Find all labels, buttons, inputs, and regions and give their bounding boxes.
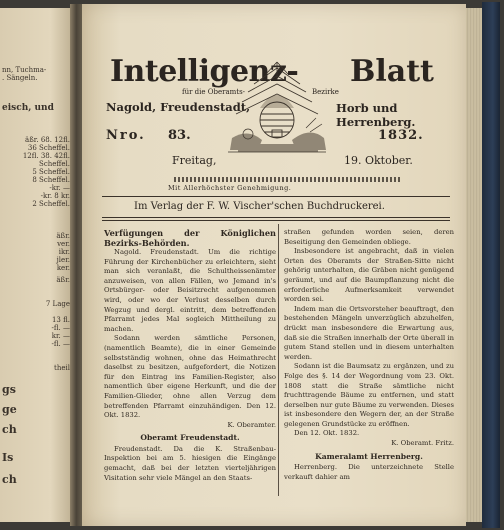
page-edge-stack <box>466 8 482 522</box>
paragraph: Den 12. Okt. 1832. <box>294 429 360 438</box>
facing-page-line: theil <box>54 364 70 372</box>
facing-page-line: . Sängeln. <box>2 74 38 82</box>
facing-page-line: -fl. — <box>51 340 70 348</box>
right-column <box>284 228 454 482</box>
masthead-title-right: Blatt <box>350 54 434 89</box>
newspaper-page <box>82 4 466 526</box>
section-heading: Verfügungen der Königlichen Bezirks-Behörden. <box>104 228 276 248</box>
facing-page-line: ikr. <box>58 248 70 256</box>
facing-page-line: ver. <box>57 240 70 248</box>
rule-middle-second <box>102 220 450 221</box>
paragraph: Insbesondere ist angebracht, daß in vielen Orten des Oberamts der Straßen-Sitte nicht gehörig unterhalten, die Gräben nicht genügend geräumt, und auf die Baumpflanzung nicht die erforderliche Aufmerksamkeit verwendet worden sei. <box>284 247 454 304</box>
issue-number: 83. <box>168 128 191 143</box>
facing-page-line: Is <box>2 451 14 464</box>
facing-page-line: eisch, und <box>2 103 54 113</box>
facing-page-line: -kr. 8 kr. <box>40 192 70 200</box>
facing-page-line: äßr. 68. 12fl. <box>24 136 70 144</box>
districts-left: Nagold, Freudenstadt, <box>106 100 251 114</box>
paragraph: Herrenberg. Die unterzeichnete Stelle verkauft dahier am <box>284 463 454 481</box>
facing-page-line: 7 Lage <box>45 300 70 308</box>
paragraph: Sodann ist die Baumsatz zu ergänzen, und zu Folge des §. 14 der Wegordnung vom 23. Okt. 1808 statt die Straße sämtliche nicht fruchttragende Bäume zu entfernen, und statt derselben nur gute Bäume zu verwenden. Dieses ist insbesondere den Wegern der, an der Straße gelegenen Grundstücke zu eröffnen. <box>284 362 454 428</box>
facing-page-line: kr. — <box>51 332 70 340</box>
facing-page-line: nn, Tuchma- <box>2 66 47 74</box>
column-divider <box>278 224 279 496</box>
districts-right: Horb und Herrenberg. <box>336 101 416 129</box>
rule-middle <box>102 217 450 218</box>
facing-page-line: 2 Scheffel. <box>32 200 70 208</box>
facing-page-line: äßr. <box>56 232 70 240</box>
facing-page-line: äßr. <box>56 276 70 284</box>
paragraph: Freudenstadt. Da die K. Straßenbau-Inspektion bei am 5. hiesigen die Eingänge gemacht, daß bei der letzten vierteljährigen Visitation sehr viele Mängel an den Staats- <box>104 444 276 482</box>
facing-page-left <box>0 8 72 522</box>
facing-page-line: 13 fl. <box>51 316 70 324</box>
publisher-line: Im Verlag der F. W. Vischer'schen Buchdruckerei. <box>134 201 385 212</box>
facing-page-line: -kr. — <box>49 184 70 192</box>
masthead-title-left: Intelligenz- <box>110 54 299 89</box>
left-column <box>104 228 276 483</box>
facing-page-line: gs <box>2 383 16 396</box>
office-heading: Oberamt Freudenstadt. <box>140 433 240 443</box>
ornamental-rule <box>174 177 400 182</box>
signature: K. Oberamt. Fritz. <box>391 439 454 448</box>
facing-page-line: -fl. — <box>51 324 70 332</box>
facing-page-line: 12fl. 38. 42fl. <box>22 152 70 160</box>
facing-page-line: ch <box>2 473 17 486</box>
facing-page-line: 5 Scheffel. <box>32 168 70 176</box>
masthead-subtitle-right: Bezirke <box>312 88 339 96</box>
issue-date: 19. Oktober. <box>344 154 413 167</box>
paragraph: Sodann werden sämtliche Personen, (namentlich Beamte), die in einer Gemeinde selbstständig wohnen, ohne das Heimathrecht daselbst zu besitzen, aufgefordert, die Notizen für den Eintrag ins Familien-Register, also namentlich über eigene Herkunft, und die der Familien-Glieder, ohne allen Verzug dem betreffenden Pfarramt einzuhändigen. Den 12. Okt. 1832. <box>104 334 276 420</box>
issue-weekday: Freitag, <box>172 154 217 167</box>
paragraph: Indem man die Ortsvorsteher beauftragt, den bestehenden Mängeln unverzüglich abzuhelfen, drückt man insbesondere die Erwartung aus, daß sie die Straßen innerhalb der Orte überall in gutem Stand stellen und in diesem unterhalten werden. <box>284 304 454 361</box>
facing-page-line: ch <box>2 423 17 436</box>
facing-page-line: Scheffel. <box>39 160 70 168</box>
issue-year: 1832. <box>378 128 424 143</box>
signature: K. Oberamter. <box>227 420 276 429</box>
paragraph: Nagold. Freudenstadt. Um die richtige Führung der Kirchenbücher zu erleichtern, sieht man sich veranlaßt, die Schultheissenämter anzuweisen, von allen Fällen, wo Jemand in's Ortsbürger- oder Beisitzrecht aufgenommen wird, oder wo der Verlust desselben durch Wegzug und dergl. eintritt, dem betreffenden Pfarramt jedes Mal sogleich Mittheilung zu machen. <box>104 248 276 333</box>
facing-page-line: ge <box>2 403 17 416</box>
book-cover-edge <box>482 2 500 528</box>
paragraph: straßen gefunden worden seien, deren Beseitigung den Gemeinden obliege. <box>284 228 454 246</box>
issue-label: Nro. <box>106 128 146 143</box>
rule-top <box>102 196 450 197</box>
facing-page-line: 36 Scheffel. <box>27 144 70 152</box>
facing-page-line: 8 Scheffel. <box>32 176 70 184</box>
masthead-subtitle-left: für die Oberamts- <box>182 88 246 96</box>
facing-page-line: ker. <box>56 264 70 272</box>
privilege-notice: Mit Allerhöchster Genehmigung. <box>168 184 292 192</box>
facing-page-line: jler. <box>56 256 70 264</box>
beehive-vignette-icon <box>218 58 336 158</box>
office-heading: Kameralamt Herrenberg. <box>315 451 423 461</box>
